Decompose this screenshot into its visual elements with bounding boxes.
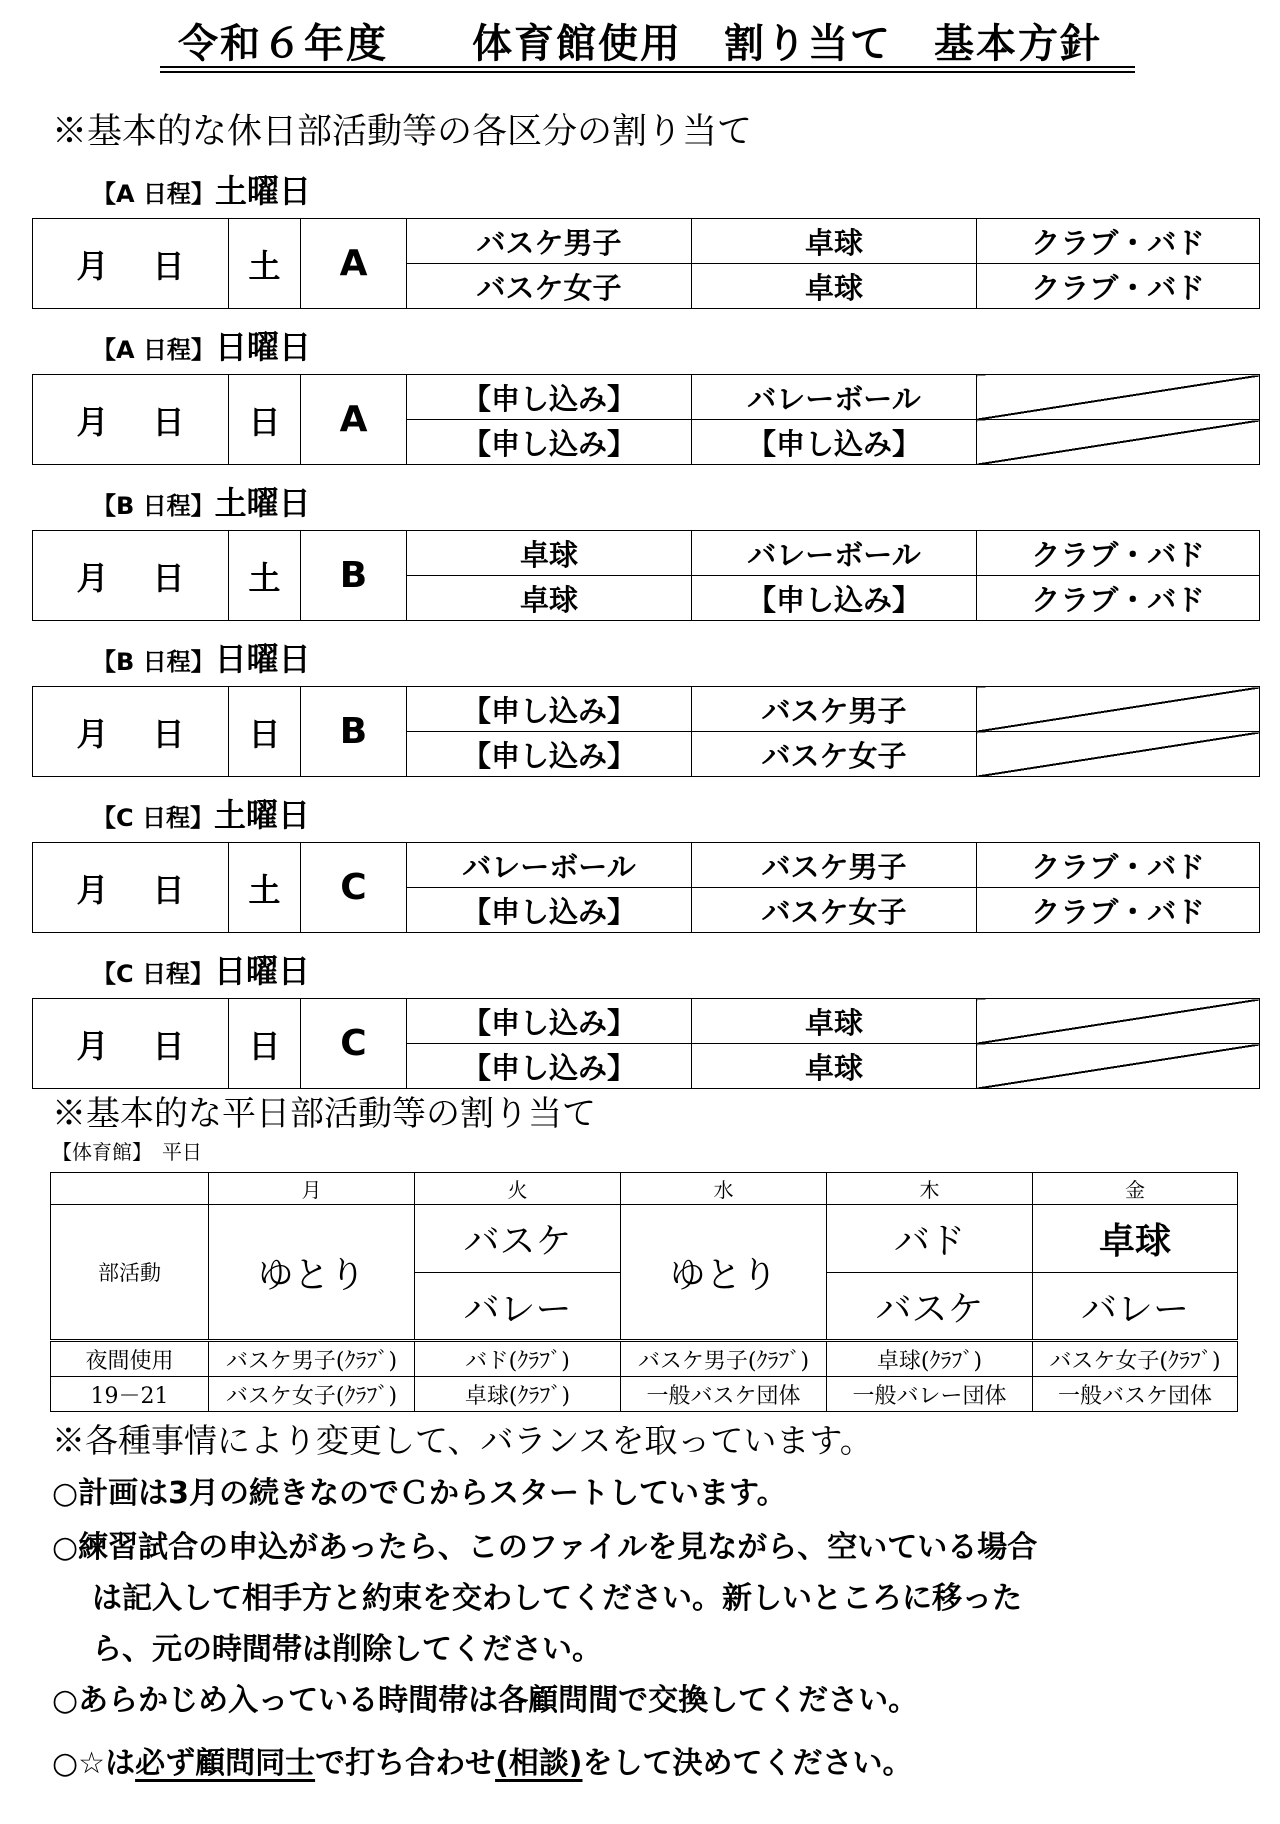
night-time-label: 19－21 bbox=[51, 1377, 209, 1412]
night-mon-2: バスケ女子(ｸﾗﾌﾞ) bbox=[209, 1377, 415, 1412]
weekday-cell: 日 bbox=[229, 687, 301, 777]
schedule-row bbox=[33, 219, 1260, 264]
assignment-cell: バレーボール bbox=[692, 531, 977, 576]
assignment-cell: 【申し込み】 bbox=[692, 420, 977, 465]
month-day-cell bbox=[33, 375, 229, 465]
header-day-fri: 金 bbox=[1033, 1173, 1238, 1205]
note-practice-match-line1: ○練習試合の申込があったら、このファイルを見ながら、空いている場合 bbox=[52, 1530, 1038, 1565]
schedule-row bbox=[33, 375, 1260, 420]
night-row-2 bbox=[51, 1377, 1238, 1412]
assignment-cell: クラブ・バド bbox=[977, 843, 1260, 888]
schedule-letter-cell: C bbox=[301, 999, 407, 1089]
note-consultation-underlined-1: 必ず顧問同士 bbox=[135, 1746, 316, 1781]
assignment-cell: 卓球 bbox=[407, 531, 692, 576]
assignment-cell: クラブ・バド bbox=[977, 219, 1260, 264]
header-day-mon: 月 bbox=[209, 1173, 415, 1205]
assignment-cell: 【申し込み】 bbox=[692, 576, 977, 621]
day-label: 日 bbox=[152, 1026, 185, 1065]
holiday-section-note: ※基本的な休日部活動等の各区分の割り当て bbox=[52, 112, 753, 152]
day-label: 日 bbox=[152, 714, 185, 753]
note-consultation-middle: で打ち合わせ bbox=[315, 1746, 496, 1781]
header-day-thu: 木 bbox=[827, 1173, 1033, 1205]
thu-club-upper: バド bbox=[827, 1205, 1033, 1273]
note-consultation-underlined-2: (相談) bbox=[495, 1746, 583, 1781]
night-mon-1: バスケ男子(ｸﾗﾌﾞ) bbox=[209, 1341, 415, 1377]
month-label: 月 bbox=[76, 1026, 109, 1065]
note-exchange-slots: ○あらかじめ入っている時間帯は各顧問間で交換してください。 bbox=[52, 1683, 919, 1718]
assignment-cell: バスケ女子 bbox=[692, 888, 977, 933]
assignment-cell: バレーボール bbox=[407, 843, 692, 888]
header-day-tue: 火 bbox=[415, 1173, 621, 1205]
schedule-table bbox=[32, 998, 1260, 1089]
thu-club-lower: バスケ bbox=[827, 1273, 1033, 1341]
month-day-cell bbox=[33, 999, 229, 1089]
month-label: 月 bbox=[76, 558, 109, 597]
assignment-cell: クラブ・バド bbox=[977, 531, 1260, 576]
schedule-table bbox=[32, 218, 1260, 309]
assignment-cell: バスケ男子 bbox=[692, 687, 977, 732]
header-day-wed: 水 bbox=[621, 1173, 827, 1205]
schedule-label: 【B 日程】 bbox=[92, 492, 215, 520]
note-consultation-prefix: ○☆は bbox=[52, 1746, 136, 1781]
assignment-cell: クラブ・バド bbox=[977, 888, 1260, 933]
schedule-label: 【C 日程】 bbox=[92, 804, 214, 832]
tue-club-upper: バスケ bbox=[415, 1205, 621, 1273]
unassigned-slot bbox=[977, 687, 1260, 732]
weekday-cell: 土 bbox=[229, 531, 301, 621]
schedule-letter-cell: B bbox=[301, 531, 407, 621]
day-label: 日 bbox=[152, 558, 185, 597]
assignment-cell: バスケ男子 bbox=[692, 843, 977, 888]
title-underline-second bbox=[160, 71, 1135, 73]
assignment-cell: 卓球 bbox=[692, 1044, 977, 1089]
assignment-cell: バスケ男子 bbox=[407, 219, 692, 264]
wed-club-cell: ゆとり bbox=[621, 1205, 827, 1341]
day-of-week-label: 土曜日 bbox=[213, 796, 310, 834]
night-wed-2: 一般バスケ団体 bbox=[621, 1377, 827, 1412]
schedule-row bbox=[33, 531, 1260, 576]
day-heading bbox=[92, 790, 310, 836]
assignment-cell: 卓球 bbox=[692, 219, 977, 264]
night-row-1 bbox=[51, 1341, 1238, 1377]
night-tue-2: 卓球(ｸﾗﾌﾞ) bbox=[415, 1377, 621, 1412]
night-use-label: 夜間使用 bbox=[51, 1341, 209, 1377]
weekday-cell: 土 bbox=[229, 843, 301, 933]
assignment-cell: クラブ・バド bbox=[977, 264, 1260, 309]
assignment-cell: 【申し込み】 bbox=[407, 1044, 692, 1089]
day-label: 日 bbox=[152, 402, 185, 441]
assignment-cell: バスケ女子 bbox=[407, 264, 692, 309]
month-day-cell bbox=[33, 219, 229, 309]
day-heading bbox=[92, 322, 311, 368]
assignment-cell: 卓球 bbox=[692, 999, 977, 1044]
unassigned-slot bbox=[977, 1044, 1260, 1089]
month-label: 月 bbox=[76, 402, 109, 441]
fri-club-lower: バレー bbox=[1033, 1273, 1238, 1341]
night-fri-2: 一般バスケ団体 bbox=[1033, 1377, 1238, 1412]
weekday-cell: 日 bbox=[229, 999, 301, 1089]
assignment-cell: 【申し込み】 bbox=[407, 420, 692, 465]
weekday-header-row bbox=[51, 1173, 1238, 1205]
month-day-cell bbox=[33, 843, 229, 933]
day-heading bbox=[92, 634, 311, 680]
weekday-section-note: ※基本的な平日部活動等の割り当て bbox=[52, 1094, 596, 1134]
schedule-table bbox=[32, 374, 1260, 465]
schedule-label: 【A 日程】 bbox=[92, 336, 215, 364]
unassigned-slot bbox=[977, 375, 1260, 420]
schedule-row bbox=[33, 843, 1260, 888]
schedule-letter-cell: C bbox=[301, 843, 407, 933]
unassigned-slot bbox=[977, 732, 1260, 777]
day-label: 日 bbox=[152, 870, 185, 909]
assignment-cell: 【申し込み】 bbox=[407, 732, 692, 777]
schedule-label: 【B 日程】 bbox=[92, 648, 215, 676]
schedule-label: 【C 日程】 bbox=[92, 960, 214, 988]
day-of-week-label: 土曜日 bbox=[214, 484, 311, 522]
variation-note: ※各種事情により変更して、バランスを取っています。 bbox=[52, 1421, 873, 1460]
tue-club-lower: バレー bbox=[415, 1273, 621, 1341]
header-blank-cell bbox=[51, 1173, 209, 1205]
month-label: 月 bbox=[76, 714, 109, 753]
assignment-cell: 【申し込み】 bbox=[407, 687, 692, 732]
night-thu-1: 卓球(ｸﾗﾌﾞ) bbox=[827, 1341, 1033, 1377]
month-day-cell bbox=[33, 531, 229, 621]
month-label: 月 bbox=[76, 246, 109, 285]
day-heading bbox=[92, 946, 310, 992]
title-underline bbox=[160, 66, 1135, 68]
assignment-cell: 卓球 bbox=[692, 264, 977, 309]
schedule-letter-cell: A bbox=[301, 219, 407, 309]
assignment-cell: 【申し込み】 bbox=[407, 375, 692, 420]
mon-club-cell: ゆとり bbox=[209, 1205, 415, 1341]
day-of-week-label: 日曜日 bbox=[214, 640, 311, 678]
schedule-table bbox=[32, 530, 1260, 621]
weekday-table-caption: 【体育館】 平日 bbox=[52, 1140, 202, 1164]
page-title: 令和６年度 体育館使用 割り当て 基本方針 bbox=[178, 21, 1102, 67]
schedule-label: 【A 日程】 bbox=[92, 180, 215, 208]
note-consultation bbox=[52, 1738, 913, 1782]
month-label: 月 bbox=[76, 870, 109, 909]
day-of-week-label: 土曜日 bbox=[214, 172, 311, 210]
day-label: 日 bbox=[152, 246, 185, 285]
day-heading bbox=[92, 478, 311, 524]
weekday-allocation-table bbox=[50, 1172, 1238, 1412]
schedule-letter-cell: B bbox=[301, 687, 407, 777]
assignment-cell: クラブ・バド bbox=[977, 576, 1260, 621]
night-thu-2: 一般バレー団体 bbox=[827, 1377, 1033, 1412]
club-row-upper bbox=[51, 1205, 1238, 1273]
assignment-cell: 【申し込み】 bbox=[407, 888, 692, 933]
unassigned-slot bbox=[977, 999, 1260, 1044]
schedule-row bbox=[33, 687, 1260, 732]
night-wed-1: バスケ男子(ｸﾗﾌﾞ) bbox=[621, 1341, 827, 1377]
schedule-table bbox=[32, 842, 1260, 933]
day-of-week-label: 日曜日 bbox=[213, 952, 310, 990]
weekday-cell: 日 bbox=[229, 375, 301, 465]
note-start-from-c: ○計画は3月の続きなのでＣからスタートしています。 bbox=[52, 1476, 787, 1511]
club-activity-label: 部活動 bbox=[51, 1205, 209, 1341]
note-practice-match-line3: ら、元の時間帯は削除してください。 bbox=[92, 1632, 602, 1667]
assignment-cell: 卓球 bbox=[407, 576, 692, 621]
assignment-cell: バレーボール bbox=[692, 375, 977, 420]
unassigned-slot bbox=[977, 420, 1260, 465]
schedule-table bbox=[32, 686, 1260, 777]
assignment-cell: バスケ女子 bbox=[692, 732, 977, 777]
schedule-row bbox=[33, 999, 1260, 1044]
weekday-cell: 土 bbox=[229, 219, 301, 309]
night-tue-1: バド(ｸﾗﾌﾞ) bbox=[415, 1341, 621, 1377]
fri-club-upper: 卓球 bbox=[1033, 1205, 1238, 1273]
day-of-week-label: 日曜日 bbox=[214, 328, 311, 366]
assignment-cell: 【申し込み】 bbox=[407, 999, 692, 1044]
night-fri-1: バスケ女子(ｸﾗﾌﾞ) bbox=[1033, 1341, 1238, 1377]
note-practice-match-line2: は記入して相手方と約束を交わしてください。新しいところに移った bbox=[92, 1581, 1022, 1616]
note-consultation-suffix: をして決めてください。 bbox=[582, 1746, 913, 1781]
month-day-cell bbox=[33, 687, 229, 777]
day-heading bbox=[92, 166, 311, 212]
schedule-letter-cell: A bbox=[301, 375, 407, 465]
